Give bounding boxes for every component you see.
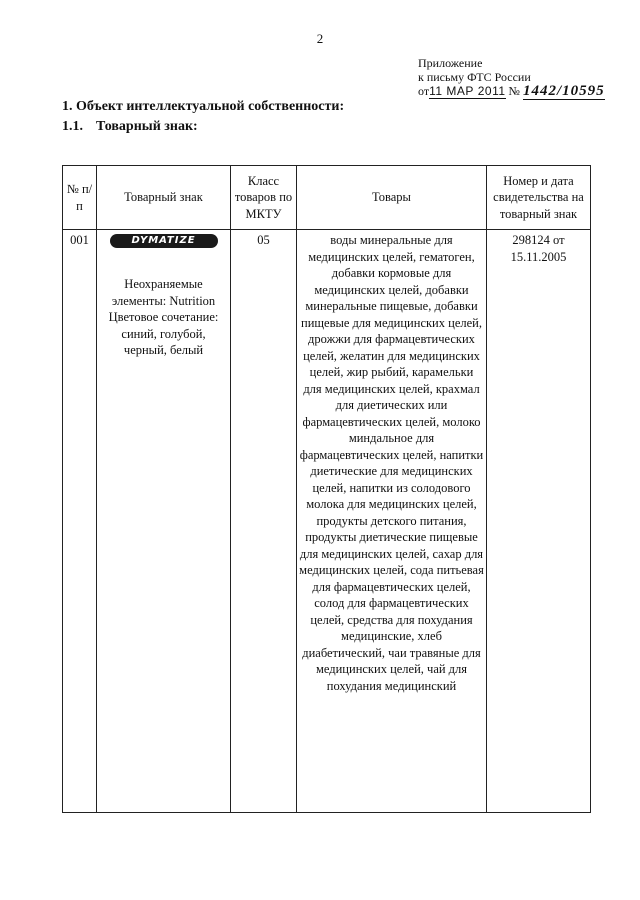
annex-block: [418, 56, 605, 98]
annex-recipient: к письму ФТС России: [418, 70, 531, 84]
cell-mark: [97, 230, 231, 813]
table-row: [63, 230, 591, 813]
trademark-logo: DYMATIZE: [110, 234, 218, 248]
header-num: № п/п: [63, 166, 97, 230]
subsection-number: 1.1.: [62, 119, 83, 134]
annex-title: Приложение: [418, 56, 483, 70]
section-heading: 1. Объект интеллектуальной собственности:: [62, 99, 345, 114]
annex-date-line: [418, 84, 605, 98]
cell-num: 001: [63, 230, 97, 813]
cell-class: 05: [231, 230, 297, 813]
letter-number: 1442/10595: [522, 83, 605, 99]
header-cert: Номер и дата свидетельства на товарный знак: [487, 166, 591, 230]
color-combination: Цветовое сочетание: синий, голубой, черный, белый: [108, 310, 219, 357]
header-mark: Товарный знак: [97, 166, 231, 230]
date-stamp: 11 МАР 2011: [429, 84, 506, 98]
header-goods: Товары: [297, 166, 487, 230]
annex-from-label: от: [418, 84, 430, 98]
subsection-title: Товарный знак:: [96, 119, 198, 134]
header-class: Класс товаров по МКТУ: [231, 166, 297, 230]
subsection-heading: [62, 119, 198, 135]
annex-number-label: №: [508, 84, 520, 98]
table-header-row: [63, 166, 591, 230]
trademark-table: [62, 165, 591, 813]
cell-cert: 298124 от 15.11.2005: [487, 230, 591, 813]
cell-goods: воды минеральные для медицинских целей, гематоген, добавки кормовые для медицинских целей, добавки минеральные пищевые, добавки пищевые для медицинских целей, дрожжи для фармацевтических целей, желатин для медицинских целей, жир рыбий, карамельки для медицинских целей, крахмал для диетических или фармацевтических целей, молоко миндальное для фармацевтических целей, напитки диетические для медицинских целей, напитки из солодового молока для медицинских целей, продукты детского питания, продукты диетические пищевые для медицинских целей, сахар для медицинских целей, сода питьевая для фармацевтических целей, солод для фармацевтических целей, средства для похудания медицинские, хлеб диабетический, чаи травяные для медицинских целей, чай для похудания медицинский: [297, 230, 487, 813]
page-number: 2: [316, 31, 324, 46]
unprotected-elements: Неохраняемые элементы: Nutrition: [111, 277, 216, 308]
